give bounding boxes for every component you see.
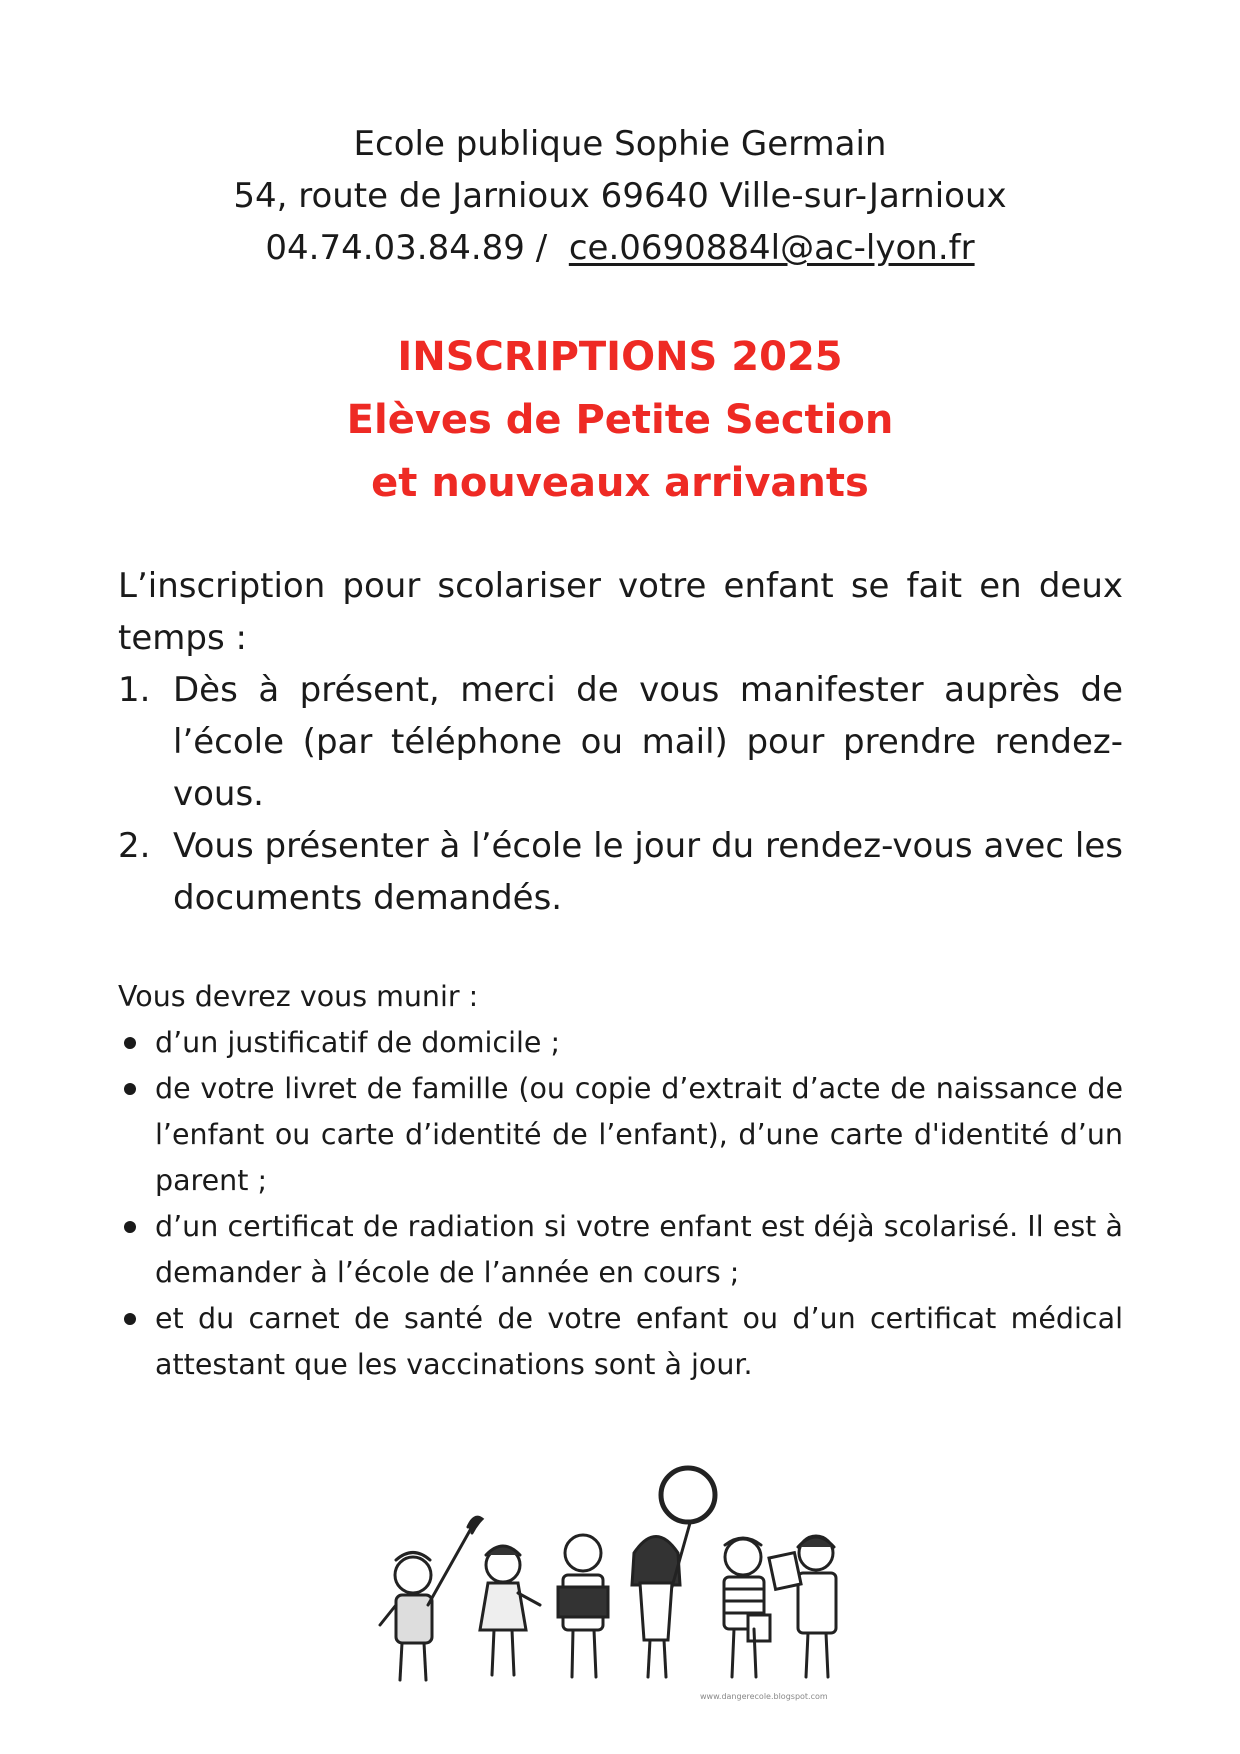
document-item — [118, 1204, 1123, 1296]
step-number: 2. — [118, 826, 151, 866]
step-item — [118, 664, 1123, 820]
school-name: Ecole publique Sophie Germain — [353, 124, 887, 164]
bullet-icon — [124, 1037, 136, 1049]
illustration-credit: www.dangerecole.blogspot.com — [700, 1692, 828, 1701]
document-text: d’un certificat de radiation si votre enfant est déjà scolarisé. Il est à demander à l’école de l’année en cours ; — [155, 1210, 1123, 1289]
document-item — [118, 1066, 1123, 1204]
title-line-3: et nouveaux arrivants — [371, 460, 869, 506]
documents-heading: Vous devrez vous munir : — [118, 980, 479, 1013]
bullet-icon — [124, 1313, 136, 1325]
phone-number: 04.74.03.84.89 / — [265, 228, 548, 268]
title-line-2: Elèves de Petite Section — [346, 397, 894, 443]
document-item — [118, 1020, 1123, 1066]
step-number: 1. — [118, 670, 151, 710]
step-item — [118, 820, 1123, 924]
document-text: et du carnet de santé de votre enfant ou d’un certificat médical attestant que les vaccinations sont à jour. — [155, 1302, 1123, 1381]
page-title — [0, 326, 1240, 515]
documents-section — [118, 974, 1123, 1388]
bullet-icon — [124, 1221, 136, 1233]
intro-section — [118, 560, 1123, 924]
child-girl-figure — [480, 1546, 540, 1675]
document-text: d’un justificatif de domicile ; — [155, 1026, 561, 1059]
step-text: Dès à présent, merci de vous manifester auprès de l’école (par téléphone ou mail) pour prendre rendez-vous. — [173, 670, 1123, 814]
step-text: Vous présenter à l’école le jour du rendez-vous avec les documents demandés. — [173, 826, 1123, 918]
child-hoop-figure — [632, 1468, 715, 1677]
contact-line — [0, 222, 1240, 274]
title-line-1: INSCRIPTIONS 2025 — [397, 334, 843, 380]
steps-list — [118, 664, 1123, 924]
school-header — [0, 118, 1240, 274]
bullet-icon — [124, 1083, 136, 1095]
child-painter-figure — [380, 1517, 482, 1680]
document-item — [118, 1296, 1123, 1388]
child-paper-figure — [769, 1536, 836, 1677]
intro-text: L’inscription pour scolariser votre enfant se fait en deux temps : — [118, 566, 1123, 658]
child-striped-figure — [724, 1538, 770, 1677]
child-reader-figure — [558, 1535, 608, 1677]
document-text: de votre livret de famille (ou copie d’extrait d’acte de naissance de l’enfant ou carte d’identité de l’enfant), d’une carte d'identité d’un parent ; — [155, 1072, 1123, 1197]
school-address: 54, route de Jarnioux 69640 Ville-sur-Jarnioux — [233, 176, 1007, 216]
children-illustration — [368, 1465, 868, 1695]
documents-list — [118, 1020, 1123, 1388]
email-link[interactable]: ce.0690884l@ac-lyon.fr — [568, 228, 975, 268]
